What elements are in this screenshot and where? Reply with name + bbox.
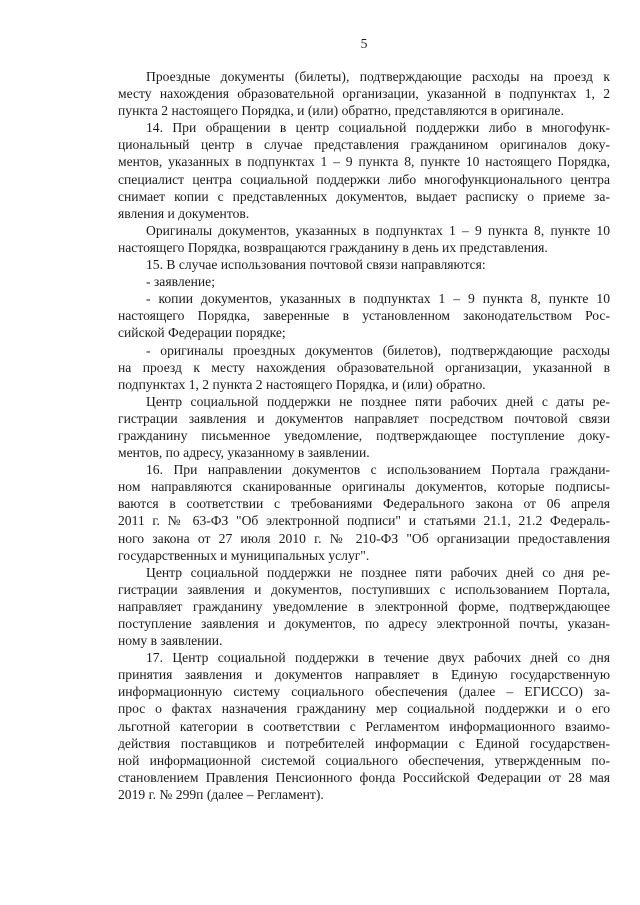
text-line: 16. При направлении документов с использованием Портала граждани- [146,462,610,478]
text-line: направляет гражданину уведомление в электронной форме, подтверждающее [118,598,610,614]
text-line: действия поставщиков и потребителей информации с Единой государствен- [118,735,610,751]
text-line: явления и документов. [118,205,250,221]
text-line: льготной категории в соответствии с Регламентом информационного взаимо- [118,718,610,734]
text-line: прос о фактах назначения гражданину мер социальной поддержки и о его [118,701,610,717]
text-line: поступление заявления и документов, по адресу электронной почты, указан- [118,616,610,631]
text-line: принятия заявления и документов направляет в Единую государственную [118,667,610,683]
text-line: ного закона от 27 июля 2010 г. № 210-ФЗ "Об организации предоставления [118,530,610,546]
text-line: 17. Центр социальной поддержки в течение двух рабочих дней со дня [146,650,610,666]
text-line: становлением Правления Пенсионного фонда Российской Федерации от 28 мая [118,769,610,785]
text-line: Оригиналы документов, указанных в подпунктах 1 – 9 пункта 8, пункте 10 [146,222,610,238]
text-line: пункта 2 настоящего Порядка, и (или) обратно, представляются в оригинале. [118,103,564,119]
text-line: месту нахождения образовательной организации, указанной в подпунктах 1, 2 [118,86,610,102]
text-line: гражданину письменное уведомление, подтверждающее поступление доку- [118,427,610,443]
text-line: 15. В случае использования почтовой связи направляются: [146,257,486,273]
text-line: ментов, по адресу, указанному в заявлении. [118,445,370,461]
text-line: снимает копии с представленных документов, выдает расписку о приеме за- [118,188,610,204]
text-line: гистрации заявления и документов направляет посредством почтовой связи [118,410,610,426]
text-line: информационную систему социального обеспечения (далее – ЕГИССО) за- [118,684,610,700]
text-line: ной информационной системой социального обеспечения, утвержденным по- [118,752,610,768]
text-line: сийской Федерации порядке; [118,325,286,341]
text-line: на проезд к месту нахождения образовательной организации, указанной в [118,359,610,375]
text-line: 2011 г. № 63-ФЗ "Об электронной подписи" и статьями 21.1, 21.2 Федераль- [118,513,610,529]
text-line: 14. При обращении в центр социальной поддержки либо в многофунк- [146,120,610,136]
text-line: настоящего Порядка, заверенные в установленном законодательством Рос- [118,308,610,324]
text-line: подпунктах 1, 2 пункта 2 настоящего Порядка, и (или) обратно. [118,376,486,392]
text-line: государственных и муниципальных услуг". [118,547,370,563]
body-text [118,68,610,803]
text-line: - заявление; [146,274,215,290]
text-line: ном направляются сканированные оригиналы документов, которые подписы- [118,479,610,495]
text-line: - копии документов, указанных в подпунктах 1 – 9 пункта 8, пункте 10 [146,291,610,307]
text-line: 2019 г. № 299п (далее – Регламент). [118,786,324,802]
text-line: гистрации заявления и документов, поступивших с использованием Портала, [118,581,610,597]
text-line: настоящего Порядка, возвращаются гражданину в день их представления. [118,239,548,255]
text-line: Центр социальной поддержки не позднее пяти рабочих дней со дня ре- [146,564,610,580]
page-number: 5 [360,36,368,51]
text-line: циональный центр в случае представления гражданином оригиналов доку- [118,137,610,153]
text-line: ному в заявлении. [118,633,223,649]
text-line: ментов, указанных в подпунктах 1 – 9 пункта 8, пункте 10 настоящего Порядка, [118,154,610,170]
text-line: специалист центра социальной поддержки либо многофункционального центра [118,171,610,187]
text-line: Проездные документы (билеты), подтверждающие расходы на проезд к [146,69,610,84]
text-line: - оригиналы проездных документов (билетов), подтверждающие расходы [146,342,610,358]
text-line: Центр социальной поддержки не позднее пяти рабочих дней с даты ре- [146,393,610,409]
text-line: ваются в соответствии с требованиями Федерального закона от 06 апреля [118,496,610,512]
